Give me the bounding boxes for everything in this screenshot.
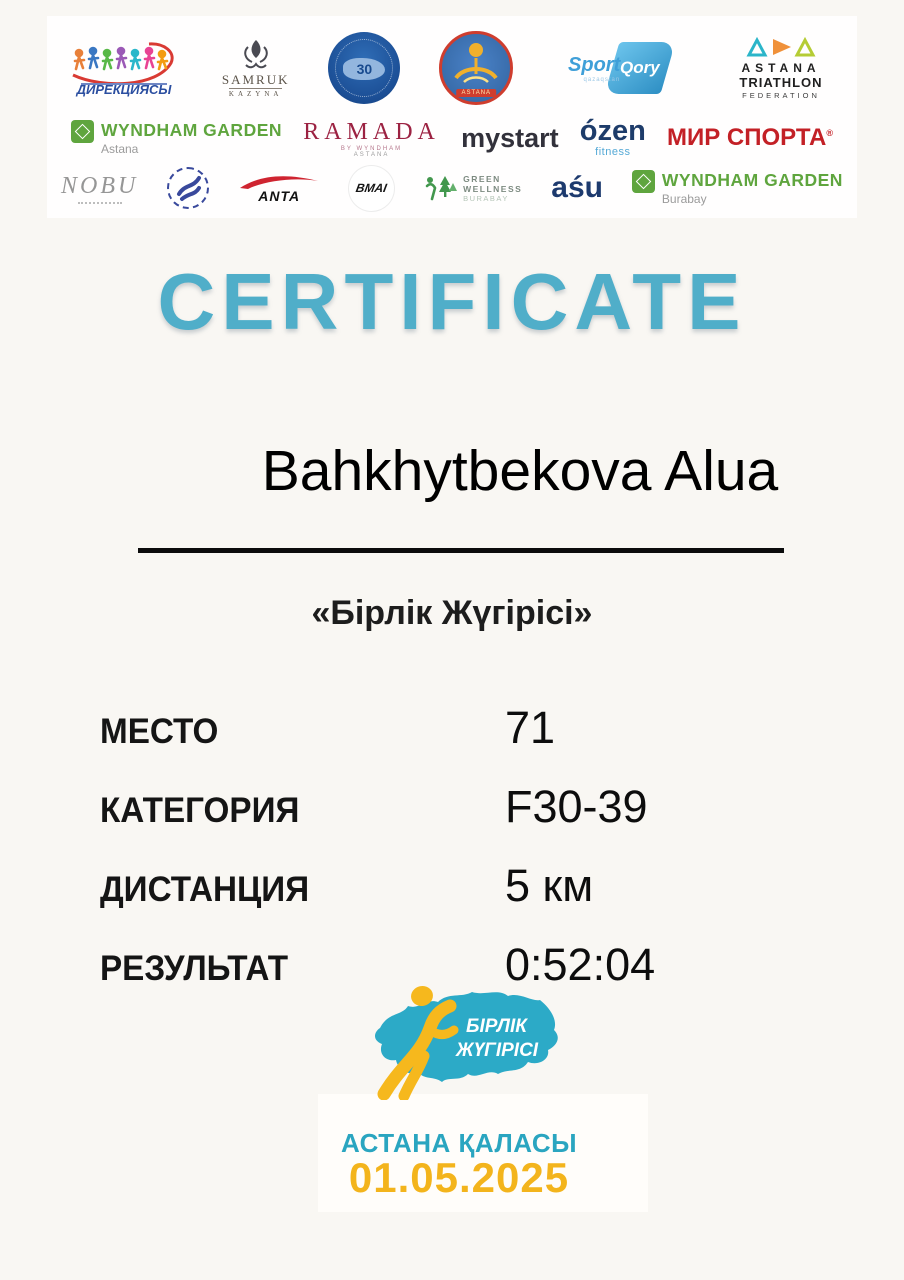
samruk-emblem-icon: [241, 39, 271, 71]
field-row-distance: [100, 860, 804, 939]
triathlon-triangles-icon: [745, 36, 817, 58]
field-label-place: МЕСТО: [100, 712, 219, 751]
triathlon-line3: FEDERATION: [742, 91, 820, 100]
sponsor-logo-anta: [238, 172, 320, 204]
wyndham-garden-icon: [71, 120, 94, 143]
result-fields: [100, 702, 804, 1018]
qazaqstan-subtext: qazaqstan: [583, 76, 621, 83]
sponsor-logo-ozen-fitness: [579, 115, 646, 158]
sponsor-logo-asu: [551, 171, 603, 205]
mystart-wordmark: mystart: [461, 122, 559, 153]
ramada-city: ASTANA: [353, 151, 390, 158]
sponsor-logo-direkciyasy: [65, 39, 183, 97]
asu-wordmark: aśu: [551, 171, 603, 204]
ramada-wordmark: RAMADA: [303, 118, 440, 145]
wyndham-garden-wordmark: WYNDHAM GARDEN: [661, 170, 843, 190]
triathlon-line1: ASTANA: [741, 61, 821, 75]
bmai-wordmark: BMAI: [355, 181, 389, 195]
name-underline: [138, 548, 784, 553]
sponsor-row-1: [59, 24, 845, 112]
field-label-category: КАТЕГОРИЯ: [100, 791, 300, 830]
running-people-icon: [65, 39, 183, 85]
direkciyasy-wordmark: ДИРЕКЦИЯСЫ: [76, 82, 172, 97]
green-wellness-icon: [423, 173, 457, 203]
field-row-place: [100, 702, 804, 781]
anta-wordmark: ANTA: [258, 188, 301, 204]
field-value-category: F30-39: [505, 781, 648, 832]
nobu-wordmark: NOBU: [61, 172, 139, 199]
sponsor-logo-ramada: [303, 119, 440, 158]
triathlon-line2: TRIATHLON: [739, 75, 823, 90]
wyndham-garden-wordmark: WYNDHAM GARDEN: [101, 120, 283, 140]
sponsor-logo-sport-qory: [552, 35, 684, 101]
green-wellness-line3: BURABAY: [463, 193, 509, 203]
green-wellness-line1: GREEN: [463, 173, 501, 184]
ozen-wordmark: ózen: [579, 115, 646, 148]
sponsor-logo-green-wellness: [423, 173, 522, 203]
sponsor-logo-30-anniversary: [328, 32, 400, 104]
ramada-by-wyndham: BY WYNDHAM: [340, 145, 403, 152]
mir-sporta-wordmark: МИР СПОРТА®: [667, 124, 833, 151]
birlik-zhugirisi-event-logo: [348, 980, 568, 1100]
field-value-result: 0:52:04: [505, 939, 656, 990]
participant-name: Bahkhytbekova Alua: [261, 439, 779, 503]
sport-wordmark: Sport: [568, 53, 621, 76]
event-city: АСТАНА ҚАЛАСЫ: [340, 1128, 578, 1158]
joma-swoosh-icon: [172, 172, 204, 204]
green-wellness-line2: WELLNESS: [463, 183, 523, 194]
samruk-wordmark: SAMRUK: [221, 71, 290, 87]
kazakhstan-map-shape: [343, 58, 385, 80]
event-date: 01.05.2025: [348, 1154, 570, 1201]
wyndham-garden-icon: [632, 170, 655, 193]
field-value-distance: 5 км: [505, 860, 594, 911]
sponsor-row-3: [59, 164, 845, 212]
sponsor-logo-mir-sporta: [667, 124, 833, 152]
sport-qory-left: [568, 54, 620, 83]
sponsor-logo-band: [47, 16, 857, 218]
ozen-fitness-subtext: fitness: [595, 145, 631, 158]
kazyna-wordmark: KAZYNA: [228, 89, 283, 98]
wyndham-garden-city: Burabay: [661, 192, 707, 206]
sponsor-logo-samruk-kazyna: [222, 39, 290, 98]
sponsor-logo-nobu: [61, 173, 138, 204]
event-name: «Бірлік Жүгірісі»: [311, 594, 593, 632]
astana-emblem-banner: ASTANA: [456, 89, 496, 97]
sponsor-logo-bmai: [349, 166, 394, 211]
sponsor-logo-wyndham-garden-burabay: [632, 170, 843, 206]
qory-wordmark: Qory: [620, 58, 661, 77]
wyndham-garden-city: Astana: [101, 142, 139, 156]
field-value-place: 71: [505, 702, 556, 753]
field-row-category: [100, 781, 804, 860]
field-label-distance: ДИСТАНЦИЯ: [100, 870, 310, 909]
sponsor-logo-wyndham-garden-astana: [71, 120, 282, 156]
nobu-subline: [78, 202, 122, 204]
sponsor-row-2: [59, 112, 845, 164]
field-label-result: РЕЗУЛЬТАТ: [100, 949, 289, 988]
sponsor-logo-astana-triathlon: [723, 36, 839, 100]
sponsor-logo-mystart: [461, 123, 559, 154]
astana-emblem-icon: [442, 38, 510, 90]
certificate-title: CERTIFICATE: [157, 257, 747, 346]
event-logo-line2: ЖҮГІРІСІ: [456, 1040, 539, 1061]
anniversary-number: 30: [356, 61, 373, 77]
sponsor-logo-astana-emblem: [439, 31, 513, 105]
event-logo-line1: БІРЛІК: [466, 1016, 527, 1037]
sponsor-logo-joma: [167, 167, 209, 209]
